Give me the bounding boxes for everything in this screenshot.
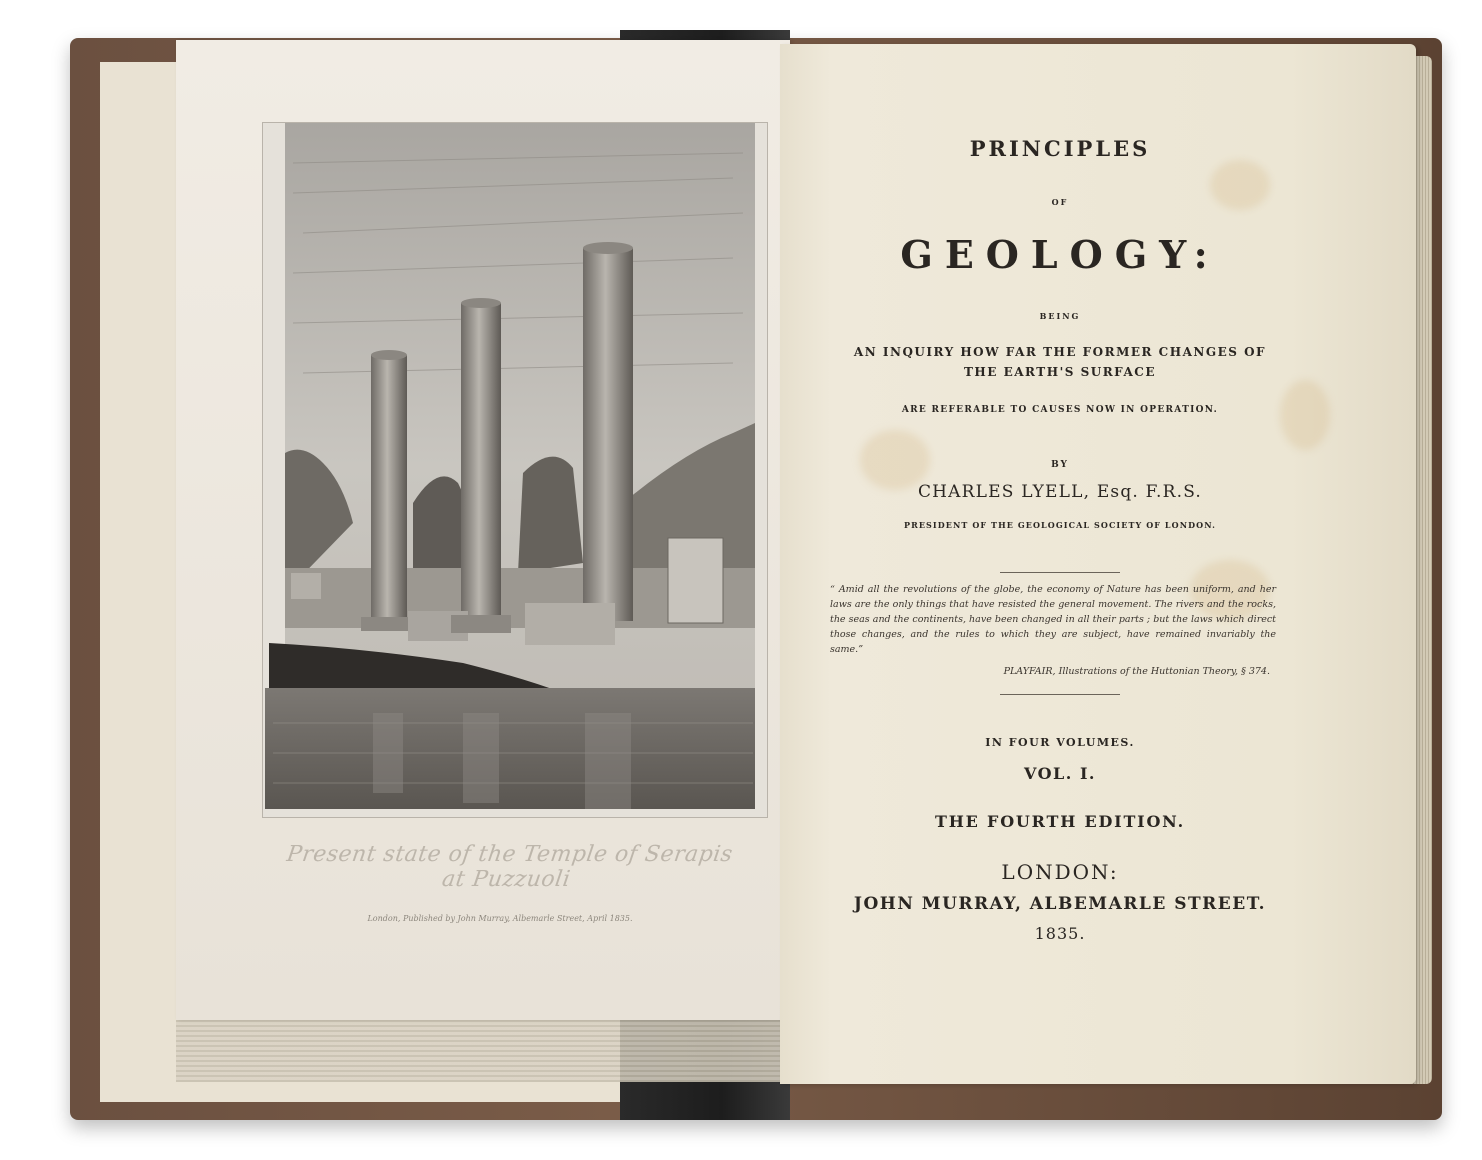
title-of: OF <box>1051 197 1069 207</box>
volumes-note: IN FOUR VOLUMES. <box>985 736 1135 749</box>
edition: THE FOURTH EDITION. <box>935 812 1185 831</box>
epigraph-attribution: PLAYFAIR, Illustrations of the Huttonian Theory, § 374. <box>1003 666 1270 677</box>
subtitle-line-1: AN INQUIRY HOW FAR THE FORMER CHANGES OF <box>853 345 1267 359</box>
engraving-imprint: London, Published by John Murray, Albemarle Street, April 1835. <box>367 914 633 923</box>
author-title: PRESIDENT OF THE GEOLOGICAL SOCIETY OF LONDON. <box>903 520 1217 530</box>
epigraph: “ Amid all the revolutions of the globe, the economy of Nature has been uniform, and her laws are the only things that have resisted the general movement. The rivers and the rocks, the seas and the continents, have been changed in all their parts ; but the laws which direct those changes, and the rules to which they are subject, have remained invariably the same.” <box>830 584 1276 655</box>
foxing-stain <box>1280 380 1330 450</box>
temple-of-serapis-engraving <box>263 123 767 817</box>
subtitle-being: BEING <box>1039 311 1081 321</box>
divider-rule <box>1000 694 1120 695</box>
engraving-caption: Present state of the Temple of Serapis at Puzzuoli <box>285 842 735 892</box>
subtitle-line-3: ARE REFERABLE TO CAUSES NOW IN OPERATION. <box>901 405 1219 415</box>
imprint-city: LONDON: <box>1001 860 1119 884</box>
author-name: CHARLES LYELL, Esq. F.R.S. <box>917 482 1203 502</box>
volume-number: VOL. I. <box>1023 764 1096 783</box>
engraving-plate <box>262 122 768 818</box>
page-edges <box>176 1012 790 1082</box>
title-principles: PRINCIPLES <box>969 136 1151 161</box>
imprint-publisher: JOHN MURRAY, ALBEMARLE STREET. <box>853 894 1267 914</box>
subtitle-lines <box>820 342 1300 382</box>
byline-by: BY <box>1051 460 1069 470</box>
subtitle-line-2: THE EARTH'S SURFACE <box>963 365 1157 379</box>
imprint-year: 1835. <box>1034 924 1086 943</box>
divider-rule <box>1000 572 1120 573</box>
title-geology: GEOLOGY: <box>900 232 1220 277</box>
